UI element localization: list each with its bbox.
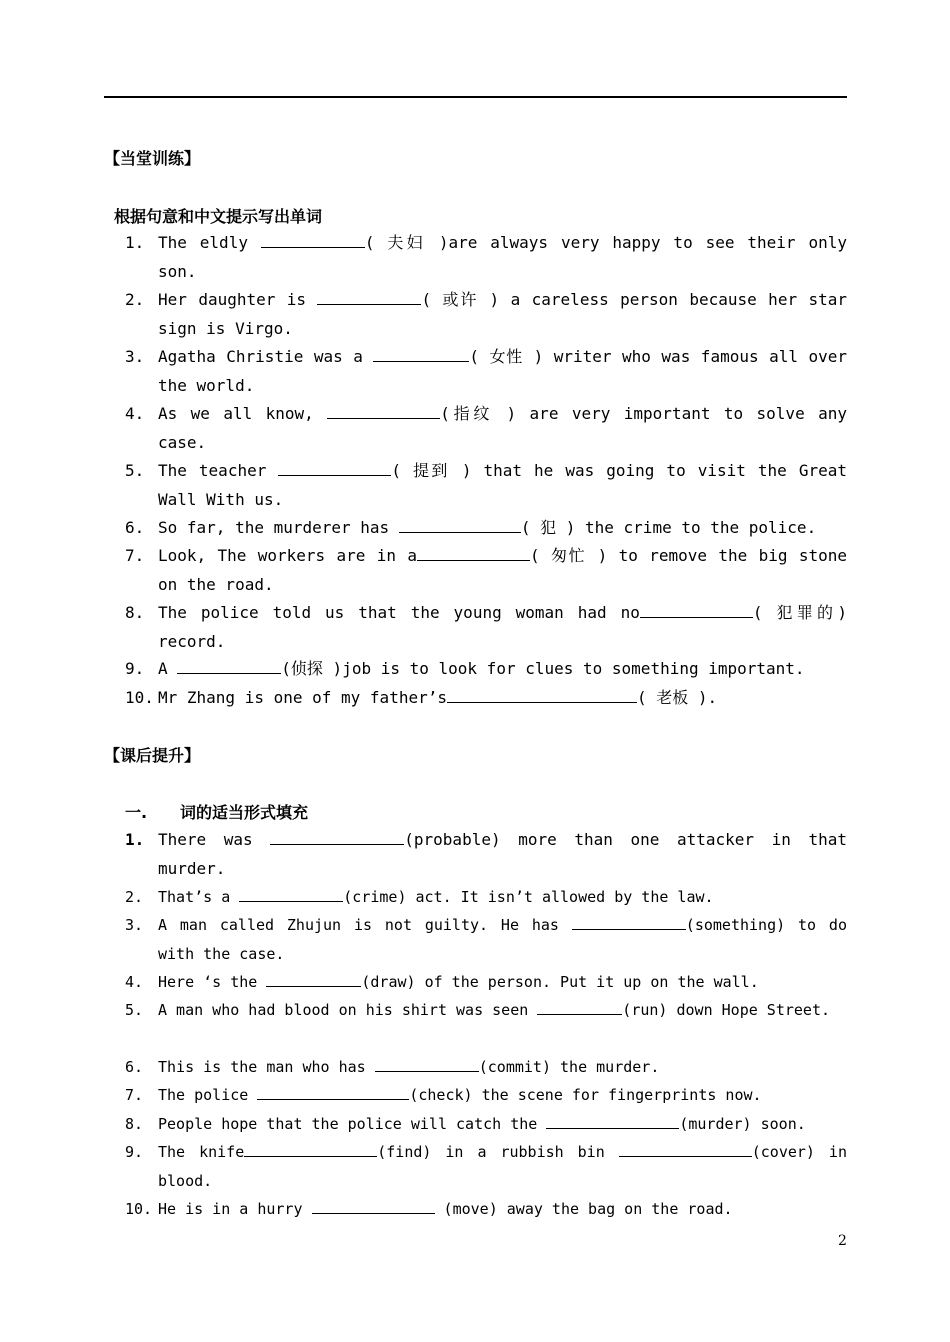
item-number: 9. bbox=[125, 659, 145, 678]
exercise-item: 1. There was (probable) more than one attacker in that murder. bbox=[125, 826, 847, 883]
base-word: (murder) bbox=[679, 1115, 752, 1133]
exercise-item: 3. Agatha Christie was a ( 女性 ) writer who was famous all over the world. bbox=[125, 343, 847, 400]
exercise-item: 8. The police told us that the young woman had no ( 犯罪的) record. bbox=[125, 599, 847, 656]
part-label: 一. bbox=[125, 803, 148, 822]
item-number: 6. bbox=[125, 1058, 144, 1076]
item-number: 9. bbox=[125, 1143, 144, 1161]
chinese-hint: 女性 bbox=[489, 347, 524, 366]
exercise-item: 1. The eldly ( 夫妇 )are always very happy to see their only son. bbox=[125, 229, 847, 286]
base-word: (move) bbox=[434, 1200, 498, 1218]
answer-blank[interactable] bbox=[257, 1084, 409, 1100]
item-number: 6. bbox=[125, 518, 145, 537]
item-number: 8. bbox=[125, 603, 145, 622]
item-number: 7. bbox=[125, 1086, 144, 1104]
item-number: 1. bbox=[125, 830, 145, 849]
answer-blank[interactable] bbox=[327, 403, 440, 419]
exercise-item: 3. A man called Zhujun is not guilty. He has (something) to do with the case. bbox=[125, 911, 847, 968]
instruction-text: 根据句意和中文提示写出单词 bbox=[114, 207, 323, 226]
answer-blank[interactable] bbox=[447, 687, 637, 703]
item-number: 10. bbox=[125, 1200, 153, 1218]
answer-blank[interactable] bbox=[312, 1198, 435, 1214]
answer-blank[interactable] bbox=[270, 829, 404, 845]
answer-blank[interactable] bbox=[619, 1141, 752, 1157]
base-word: (check) bbox=[409, 1086, 473, 1104]
answer-blank[interactable] bbox=[537, 999, 622, 1015]
item-number: 5. bbox=[125, 461, 145, 480]
chinese-hint: 老板 bbox=[656, 688, 689, 707]
answer-blank[interactable] bbox=[572, 914, 686, 930]
answer-blank[interactable] bbox=[244, 1141, 377, 1157]
base-word: (cover) bbox=[751, 1143, 815, 1161]
chinese-hint: 侦探 bbox=[290, 659, 323, 678]
exercise-item: 4. As we all know, (指纹 ) are very important to solve any case. bbox=[125, 400, 847, 457]
chinese-hint: 犯罪的 bbox=[776, 603, 838, 622]
item-number: 3. bbox=[125, 916, 144, 934]
chinese-hint: 指纹 bbox=[449, 404, 494, 423]
exercise-item: 10. He is in a hurry (move) away the bag on the road. bbox=[125, 1195, 847, 1224]
answer-blank[interactable] bbox=[261, 232, 365, 248]
answer-blank[interactable] bbox=[177, 658, 281, 674]
base-word: (probable) bbox=[404, 830, 501, 849]
item-number: 10. bbox=[125, 688, 154, 707]
item-number: 1. bbox=[125, 233, 145, 252]
exercise-item: 7. Look, The workers are in a ( 匆忙 ) to remove the big stone on the road. bbox=[125, 542, 847, 599]
base-word: (draw) bbox=[361, 973, 416, 991]
chinese-hint: 匆忙 bbox=[550, 546, 587, 565]
answer-blank[interactable] bbox=[278, 460, 391, 476]
exercise-item: 6. This is the man who has (commit) the murder. bbox=[125, 1053, 847, 1082]
page-number: 2 bbox=[838, 1233, 847, 1249]
item-number: 2. bbox=[125, 888, 144, 906]
exercise-item: 2. Her daughter is ( 或许 ) a careless person because her star sign is Virgo. bbox=[125, 286, 847, 343]
exercise-item: 9. The knife (find) in a rubbish bin (cover) in blood. bbox=[125, 1138, 847, 1195]
item-number: 4. bbox=[125, 404, 145, 423]
chinese-hint: 或许 bbox=[442, 290, 479, 309]
chinese-hint: 夫妇 bbox=[387, 233, 426, 252]
item-number: 7. bbox=[125, 546, 145, 565]
answer-blank[interactable] bbox=[373, 346, 469, 362]
exercise-item: 9. A (侦探 )job is to look for clues to something important. bbox=[125, 655, 847, 684]
base-word: (run) bbox=[622, 1001, 668, 1019]
section-heading-after-class: 【课后提升】 bbox=[104, 746, 201, 765]
section-heading-in-class: 【当堂训练】 bbox=[104, 149, 201, 168]
chinese-hint: 犯 bbox=[540, 518, 557, 537]
base-word: (something) bbox=[685, 916, 786, 934]
answer-blank[interactable] bbox=[546, 1113, 679, 1129]
exercise-item: 6. So far, the murderer has ( 犯 ) the crime to the police. bbox=[125, 514, 847, 543]
part-title: 词的适当形式填充 bbox=[180, 803, 309, 822]
exercise-item: 5. A man who had blood on his shirt was seen (run) down Hope Street. bbox=[125, 996, 847, 1025]
answer-blank[interactable] bbox=[399, 517, 521, 533]
base-word: (find) bbox=[377, 1143, 432, 1161]
answer-blank[interactable] bbox=[317, 289, 421, 305]
item-number: 5. bbox=[125, 1001, 144, 1019]
base-word: (commit) bbox=[478, 1058, 551, 1076]
item-number: 8. bbox=[125, 1115, 144, 1133]
exercise-item: 2. That’s a (crime) act. It isn’t allowed by the law. bbox=[125, 883, 847, 912]
answer-blank[interactable] bbox=[375, 1056, 479, 1072]
exercise-item: 8. People hope that the police will catch the (murder) soon. bbox=[125, 1110, 847, 1139]
exercise-item: 4. Here ‘s the (draw) of the person. Put it up on the wall. bbox=[125, 968, 847, 997]
chinese-hint: 提到 bbox=[413, 461, 450, 480]
answer-blank[interactable] bbox=[266, 971, 361, 987]
answer-blank[interactable] bbox=[640, 602, 753, 618]
exercise-item: 7. The police (check) the scene for fingerprints now. bbox=[125, 1081, 847, 1110]
item-number: 3. bbox=[125, 347, 145, 366]
item-number: 4. bbox=[125, 973, 144, 991]
answer-blank[interactable] bbox=[417, 545, 530, 561]
base-word: (crime) bbox=[343, 888, 407, 906]
header-rule bbox=[104, 96, 847, 98]
exercise-item: 10. Mr Zhang is one of my father’s ( 老板 ). bbox=[125, 684, 847, 713]
item-number: 2. bbox=[125, 290, 145, 309]
answer-blank[interactable] bbox=[239, 886, 343, 902]
exercise-item: 5. The teacher ( 提到 ) that he was going to visit the Great Wall With us. bbox=[125, 457, 847, 514]
